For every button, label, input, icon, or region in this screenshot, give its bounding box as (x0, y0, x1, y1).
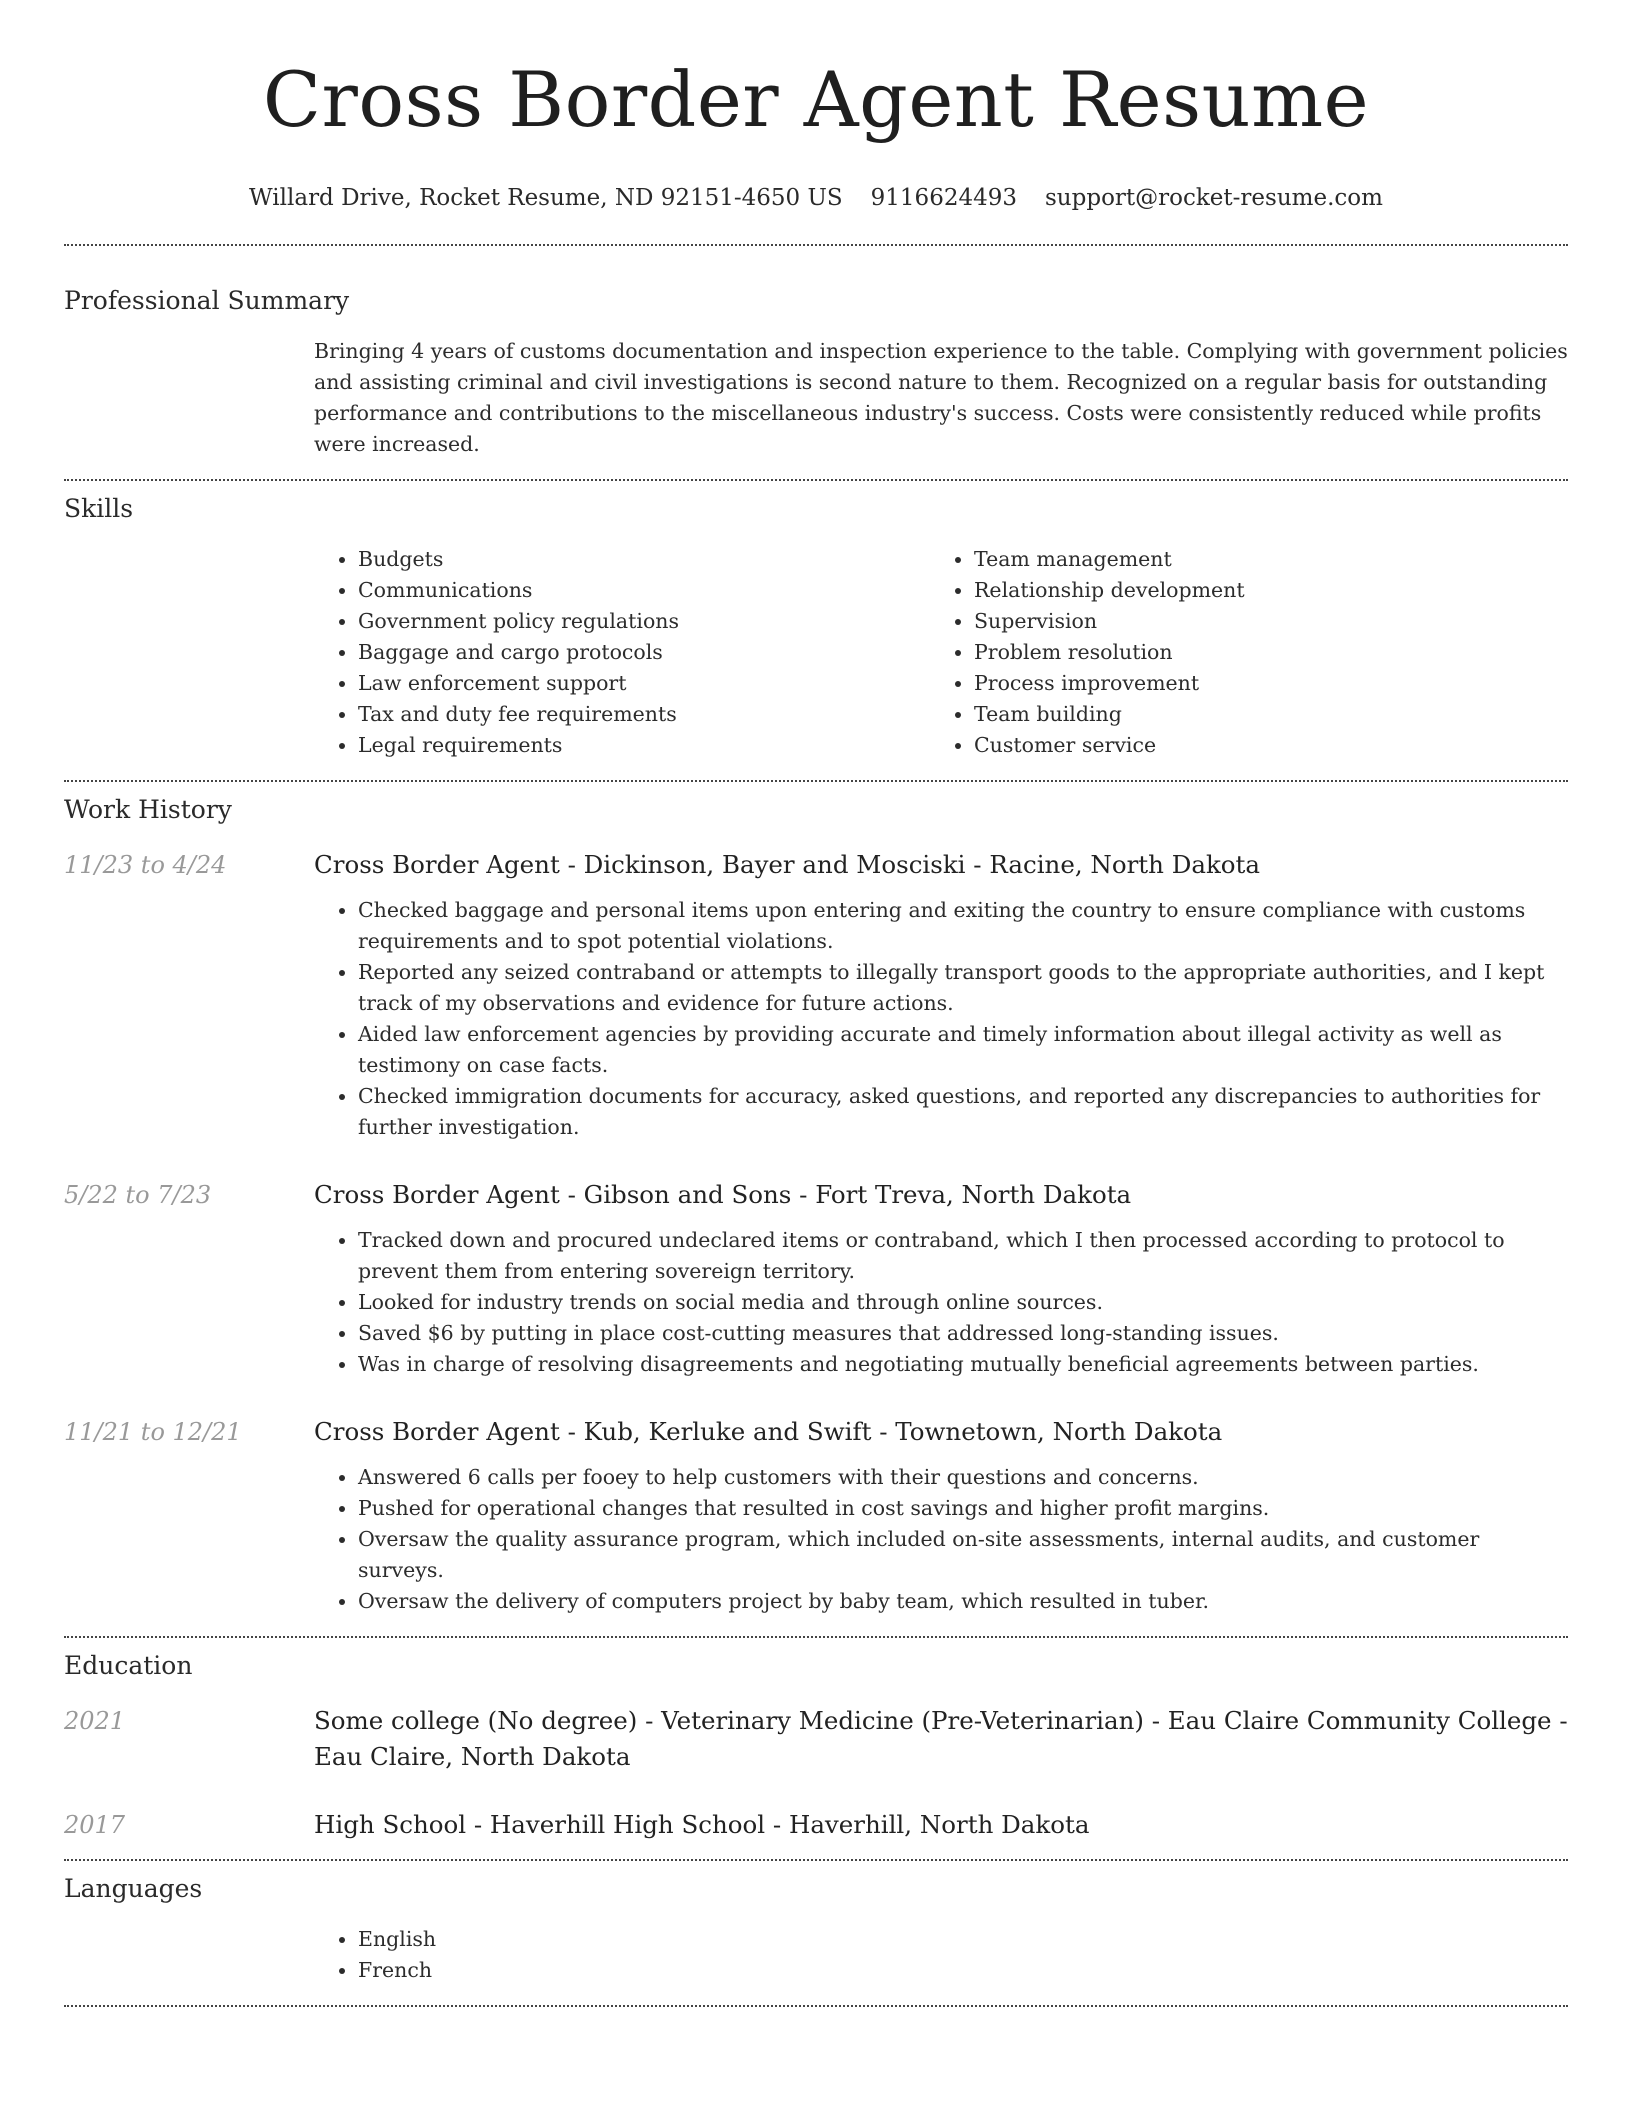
job-header-row (64, 1177, 1568, 1213)
languages-title: Languages (64, 1874, 203, 1903)
languages-list (314, 1924, 1568, 1986)
skills-grid (314, 544, 1568, 761)
job-header-row (64, 1414, 1568, 1450)
job-bullets (314, 895, 1568, 1143)
languages-section (64, 1872, 1568, 1986)
summary-section (64, 284, 1568, 460)
job-bullet: • Was in charge of resolving disagreements and negotiating mutually beneficial agreements between parties. (358, 1349, 1568, 1380)
skills-section (64, 492, 1568, 761)
job-bullet: • Checked baggage and personal items upon entering and exiting the country to ensure compliance with customs requirements and to spot potential violations. (358, 895, 1568, 957)
contact-phone: 9116624493 (870, 185, 1017, 211)
skills-title: Skills (64, 494, 134, 523)
job-heading: Cross Border Agent - Gibson and Sons - Fort Treva, North Dakota (314, 1180, 1132, 1209)
divider (64, 1859, 1568, 1861)
job-entry (64, 847, 1568, 1143)
job-bullet: • Oversaw the delivery of computers project by baby team, which resulted in tuber. (358, 1586, 1568, 1617)
education-heading: Some college (No degree) - Veterinary Medicine (Pre-Veterinarian) - Eau Claire Community College - Eau Claire, North Dakota (314, 1706, 1568, 1771)
education-section (64, 1649, 1568, 1843)
education-date: 2017 (64, 1811, 126, 1839)
divider (64, 2005, 1568, 2007)
skill-item: • Team management (974, 544, 1546, 575)
skill-item: • Relationship development (974, 575, 1546, 606)
education-entry (64, 1807, 1568, 1843)
skill-item: • Baggage and cargo protocols (358, 637, 930, 668)
work-section (64, 793, 1568, 1617)
skills-list-right (930, 544, 1546, 761)
job-bullet: • Oversaw the quality assurance program, which included on-site assessments, internal audits, and customer surveys. (358, 1524, 1568, 1586)
job-date: 11/23 to 4/24 (64, 851, 227, 879)
job-bullet: • Checked immigration documents for accuracy, asked questions, and reported any discrepancies to authorities for further investigation. (358, 1081, 1568, 1143)
summary-title: Professional Summary (64, 286, 350, 315)
work-title: Work History (64, 795, 232, 824)
education-date: 2021 (64, 1707, 126, 1735)
job-entry (64, 1177, 1568, 1380)
language-item: • English (358, 1924, 1568, 1955)
job-bullet: • Answered 6 calls per fooey to help customers with their questions and concerns. (358, 1462, 1568, 1493)
education-title: Education (64, 1651, 193, 1680)
job-header-row (64, 847, 1568, 883)
job-bullet: • Looked for industry trends on social media and through online sources. (358, 1287, 1568, 1318)
job-bullet: • Tracked down and procured undeclared items or contraband, which I then processed according to protocol to prevent them from entering sovereign territory. (358, 1225, 1568, 1287)
skills-column-left (314, 544, 930, 761)
job-bullet: • Pushed for operational changes that resulted in cost savings and higher profit margins. (358, 1493, 1568, 1524)
skill-item: • Process improvement (974, 668, 1546, 699)
job-bullet: • Reported any seized contraband or attempts to illegally transport goods to the appropriate authorities, and I kept track of my observations and evidence for future actions. (358, 957, 1568, 1019)
skill-item: • Law enforcement support (358, 668, 930, 699)
skill-item: • Legal requirements (358, 730, 930, 761)
divider (64, 780, 1568, 782)
summary-text: Bringing 4 years of customs documentation and inspection experience to the table. Complying with government policies and assisting criminal and civil investigations is second nature to them. Recognized on a regular basis for outstanding performance and contributions to the miscellaneous industry's success. Costs were consistently reduced while profits were increased. (314, 339, 1568, 456)
skill-item: • Government policy regulations (358, 606, 930, 637)
job-bullets (314, 1225, 1568, 1380)
education-entry (64, 1703, 1568, 1775)
skill-item: • Tax and duty fee requirements (358, 699, 930, 730)
job-date: 5/22 to 7/23 (64, 1181, 212, 1209)
skill-item: • Team building (974, 699, 1546, 730)
skill-item: • Budgets (358, 544, 930, 575)
resume-title: Cross Border Agent Resume (262, 55, 1370, 144)
job-date: 11/21 to 12/21 (64, 1418, 242, 1446)
language-item: • French (358, 1955, 1568, 1986)
contact-address: Willard Drive, Rocket Resume, ND 92151-4650 US (249, 185, 843, 211)
divider (64, 479, 1568, 481)
divider (64, 244, 1568, 246)
skills-column-right (930, 544, 1546, 761)
job-bullet: • Aided law enforcement agencies by providing accurate and timely information about illegal activity as well as testimony on case facts. (358, 1019, 1568, 1081)
skill-item: • Customer service (974, 730, 1546, 761)
skill-item: • Problem resolution (974, 637, 1546, 668)
job-bullet: • Saved $6 by putting in place cost-cutting measures that addressed long-standing issues. (358, 1318, 1568, 1349)
job-heading: Cross Border Agent - Kub, Kerluke and Swift - Townetown, North Dakota (314, 1417, 1223, 1446)
skills-list-left (314, 544, 930, 761)
contact-email[interactable]: support@rocket-resume.com (1045, 185, 1383, 211)
education-heading: High School - Haverhill High School - Haverhill, North Dakota (314, 1810, 1090, 1839)
skill-item: • Supervision (974, 606, 1546, 637)
job-heading: Cross Border Agent - Dickinson, Bayer and Mosciski - Racine, North Dakota (314, 850, 1261, 879)
contact-line (64, 182, 1568, 214)
job-entry (64, 1414, 1568, 1617)
job-bullets (314, 1462, 1568, 1617)
skill-item: • Communications (358, 575, 930, 606)
divider (64, 1636, 1568, 1638)
